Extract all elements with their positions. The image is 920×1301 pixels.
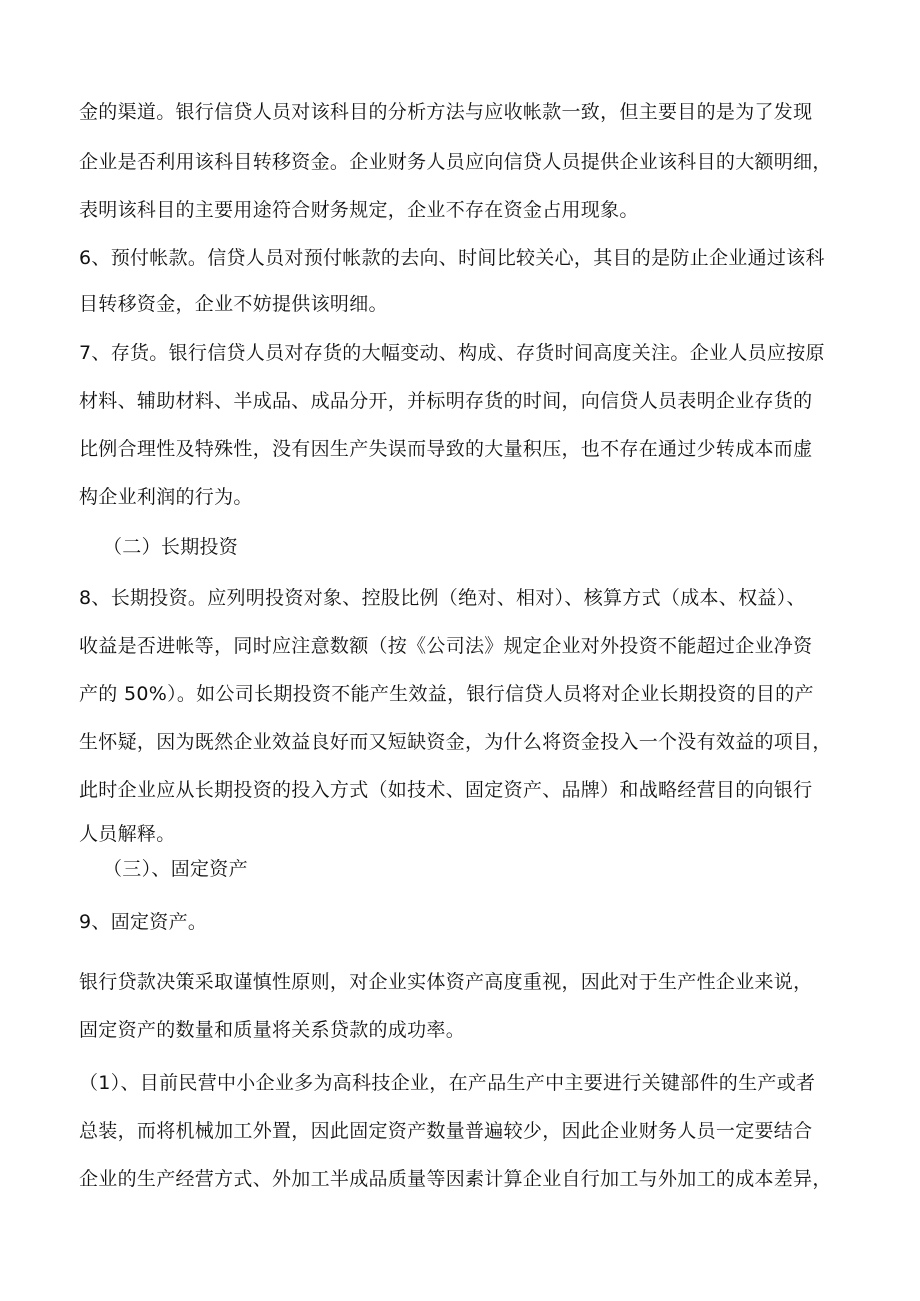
paragraph-line: 收益是否进帐等，同时应注意数额（按《公司法》规定企业对外投资不能超过企业净资	[79, 635, 813, 657]
paragraph-line: 8、长期投资。应列明投资对象、控股比例（绝对、相对）、核算方式（成本、权益）、	[79, 587, 806, 609]
paragraph-line: 9、固定资产。	[79, 911, 208, 933]
paragraph-line: 生怀疑，因为既然企业效益良好而又短缺资金，为什么将资金投入一个没有效益的项目，	[79, 731, 832, 753]
paragraph-line: 7、存货。银行信贷人员对存货的大幅变动、构成、存货时间高度关注。企业人员应按原	[79, 342, 825, 364]
paragraph-line: 目转移资金，企业不妨提供该明细。	[79, 293, 388, 315]
paragraph-line: 构企业利润的行为。	[79, 486, 253, 508]
paragraph-line: 企业是否利用该科目转移资金。企业财务人员应向信贷人员提供企业该科目的大额明细，	[79, 151, 832, 173]
paragraph-line: （1）、目前民营中小企业多为高科技企业，在产品生产中主要进行关键部件的生产或者	[79, 1072, 816, 1094]
paragraph-line: 固定资产的数量和质量将关系贷款的成功率。	[79, 1019, 466, 1041]
paragraph-line: 比例合理性及特殊性，没有因生产失误而导致的大量积压，也不存在通过少转成本而虚	[79, 438, 813, 460]
paragraph-line: 材料、辅助材料、半成品、成品分开，并标明存货的时间，向信贷人员表明企业存货的	[79, 390, 813, 412]
paragraph-line: 银行贷款决策采取谨慎性原则，对企业实体资产高度重视，因此对于生产性企业来说，	[79, 971, 813, 993]
paragraph-line: 人员解释。	[79, 823, 176, 845]
paragraph-line: 6、预付帐款。信贷人员对预付帐款的去向、时间比较关心，其目的是防止企业通过该科	[79, 247, 825, 269]
paragraph-line: 产的 50%）。如公司长期投资不能产生效益，银行信贷人员将对企业长期投资的目的产	[79, 683, 814, 705]
paragraph-line: 总装，而将机械加工外置，因此固定资产数量普遍较少，因此企业财务人员一定要结合	[79, 1120, 813, 1142]
section-heading: （二）长期投资	[103, 536, 239, 558]
paragraph-line: 表明该科目的主要用途符合财务规定，企业不存在资金占用现象。	[79, 199, 639, 221]
paragraph-line: 金的渠道。银行信贷人员对该科目的分析方法与应收帐款一致，但主要目的是为了发现	[79, 101, 813, 123]
paragraph-line: 企业的生产经营方式、外加工半成品质量等因素计算企业自行加工与外加工的成本差异，	[79, 1168, 832, 1190]
section-heading: （三）、固定资产	[103, 858, 248, 880]
paragraph-line: 此时企业应从长期投资的投入方式（如技术、固定资产、品牌）和战略经营目的向银行	[79, 779, 813, 801]
